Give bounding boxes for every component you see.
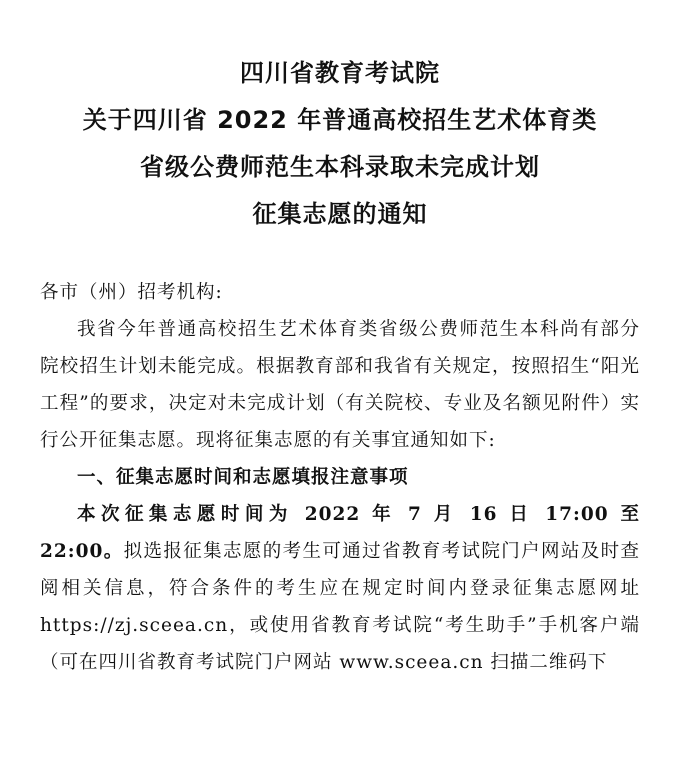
intro-paragraph: 我省今年普通高校招生艺术体育类省级公费师范生本科尚有部分院校招生计划未能完成。根据教育部和我省有关规定，按照招生“阳光工程”的要求，决定对未完成计划（有关院校、专业及名额见附件）实行公开征集志愿。现将征集志愿的有关事宜通知如下: xyxy=(40,319,640,451)
title-line-4: 征集志愿的通知 xyxy=(252,200,428,228)
title-line-issuer: 四川省教育考试院 xyxy=(240,59,440,87)
salutation: 各市（州）招考机构: xyxy=(40,282,223,303)
document-title xyxy=(40,50,640,238)
title-line-3: 省级公费师范生本科录取未完成计划 xyxy=(140,153,540,181)
deadline-statement: 本次征集志愿时间为 2022 年 7 月 16 日 17:00 至 22:00。 xyxy=(40,504,640,562)
section-1-paragraph xyxy=(40,496,640,681)
section-1-paragraph-text: 拟选报征集志愿的考生可通过省教育考试院门户网站及时查阅相关信息，符合条件的考生应在规定时间内登录征集志愿网址 https://zj.sceea.cn，或使用省教育考试院“考生助手”手机客户端（可在四川省教育考试院门户网站 www.sceea.cn 扫描二维码下 xyxy=(40,541,640,673)
section-1-heading: 一、征集志愿时间和志愿填报注意事项 xyxy=(77,467,409,488)
title-line-2: 关于四川省 2022 年普通高校招生艺术体育类 xyxy=(82,106,598,134)
